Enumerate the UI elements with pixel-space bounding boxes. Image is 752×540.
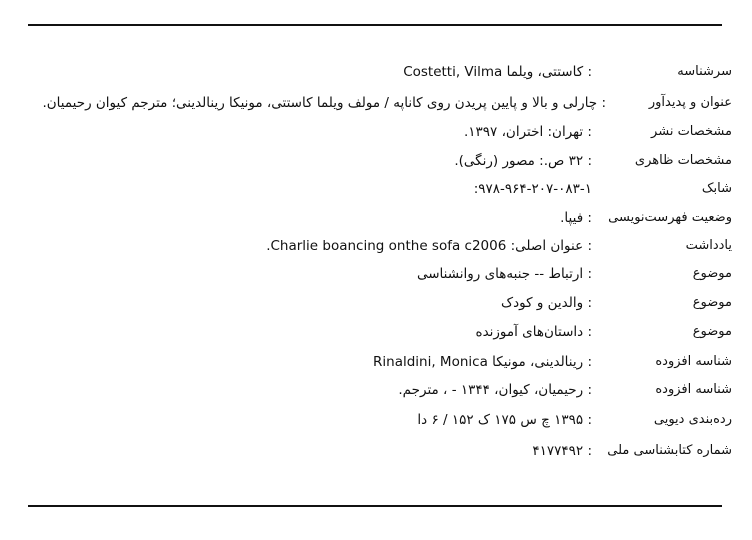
record-label: یادداشت	[685, 238, 732, 253]
record-value: : چارلی و بالا و پایین پریدن روی کاناپه / مولف ویلما کاستتی، مونیکا رینالدینی؛ مترجم کیوان رحیمیان.	[42, 95, 606, 111]
record-label: شناسه افزوده	[655, 354, 732, 369]
record-row	[0, 382, 752, 410]
record-value: : رحیمیان، کیوان، ۱۳۴۴ - ، مترجم.	[398, 382, 592, 398]
record-row	[0, 412, 752, 440]
record-value: : رینالدینی، مونیکا Rinaldini, Monica	[373, 354, 592, 370]
bottom-rule	[28, 505, 722, 507]
record-label: عنوان و پدیدآور	[648, 95, 732, 110]
record-value: : ۳۲ ص.: مصور (رنگی).	[454, 153, 592, 169]
record-row	[0, 443, 752, 471]
record-label: مشخصات نشر	[651, 124, 732, 139]
record-label: وضعیت فهرست‌نویسی	[608, 210, 732, 225]
record-label: موضوع	[692, 266, 732, 281]
record-value: : داستان‌های آموزنده	[475, 324, 592, 340]
record-value: : ۱۳۹۵ چ س ۱۷۵ ک ۱۵۲ / ۶ دا	[417, 412, 592, 428]
record-value: : فیپا.	[560, 210, 592, 226]
record-row	[0, 238, 752, 266]
record-value: ۹۷۸-۹۶۴-۲۰۷-۰۸۳-۱:	[473, 181, 592, 197]
record-value: : ارتباط -- جنبه‌های روانشناسی	[416, 266, 592, 282]
record-row	[0, 266, 752, 294]
record-row	[0, 181, 752, 209]
record-label: مشخصات ظاهری	[634, 153, 732, 168]
record-label: شناسه افزوده	[655, 382, 732, 397]
record-row	[0, 64, 752, 92]
record-row	[0, 95, 752, 123]
record-row	[0, 210, 752, 238]
record-label: رده‌بندی دیویی	[653, 412, 732, 427]
record-label: شماره کتابشناسی ملی	[607, 443, 732, 458]
record-value: : عنوان اصلی: Charlie boancing onthe sofa c2006.	[266, 238, 592, 254]
record-row	[0, 354, 752, 382]
record-label: موضوع	[692, 295, 732, 310]
record-row	[0, 324, 752, 352]
record-value: : کاستتی، ویلما Costetti, Vilma	[403, 64, 592, 80]
record-value: : ۴۱۷۷۴۹۲	[532, 443, 592, 459]
record-label: سرشناسه	[677, 64, 732, 79]
record-value: : والدین و کودک	[501, 295, 592, 311]
record-value: : تهران: اختران، ۱۳۹۷.	[463, 124, 592, 140]
record-row	[0, 124, 752, 152]
record-label: موضوع	[692, 324, 732, 339]
record-row	[0, 153, 752, 181]
record-row	[0, 295, 752, 323]
record-label: شابک	[701, 181, 732, 196]
